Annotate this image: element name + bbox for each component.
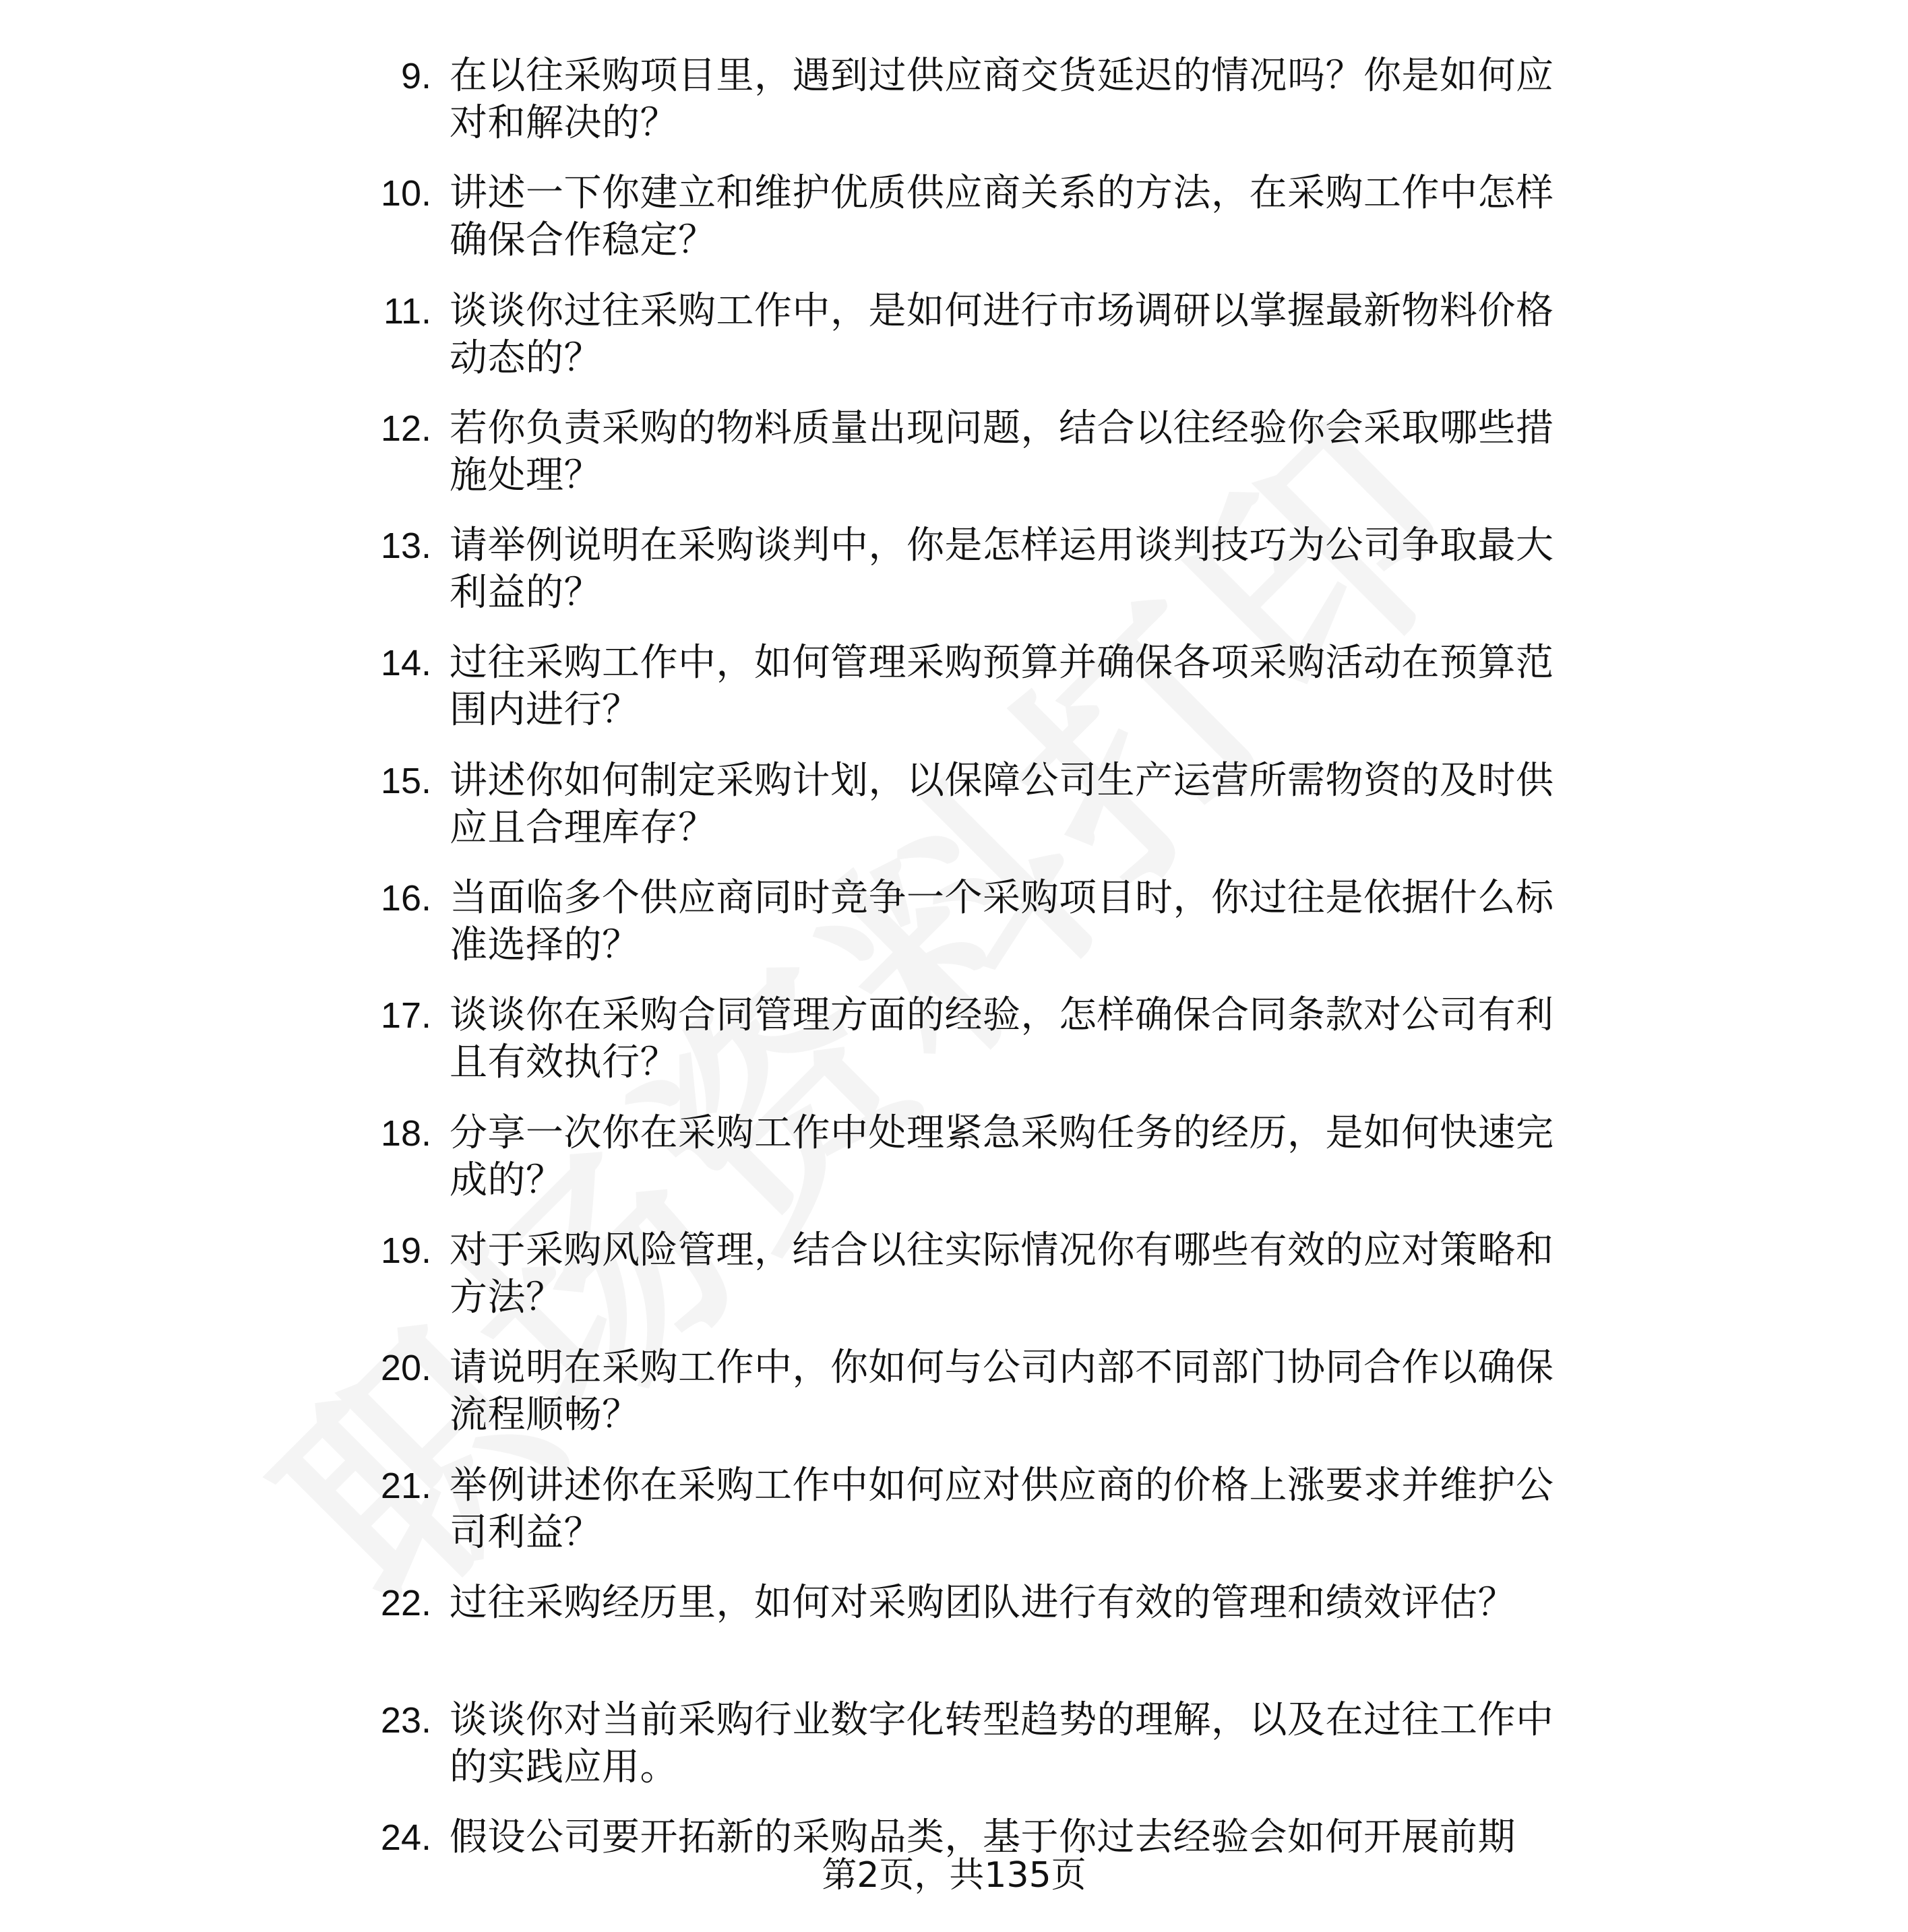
question-item-12 xyxy=(364,405,1577,499)
question-list xyxy=(364,53,1577,1932)
question-number: 17. xyxy=(380,995,431,1036)
question-number: 19. xyxy=(380,1230,431,1271)
question-text: 分享一次你在采购工作中处理紧急采购任务的经历，是如何快速完成的？ xyxy=(450,1111,1554,1202)
question-number: 9. xyxy=(400,56,431,96)
question-text: 讲述你如何制定采购计划，以保障公司生产运营所需物资的及时供应且合理库存？ xyxy=(450,758,1554,850)
question-number: 14. xyxy=(380,643,431,684)
question-item-17 xyxy=(364,992,1577,1086)
question-number: 13. xyxy=(380,526,431,567)
question-item-23 xyxy=(364,1697,1577,1791)
question-text: 请说明在采购工作中，你如何与公司内部不同部门协同合作以确保流程顺畅？ xyxy=(450,1346,1554,1437)
page-number-footer: 第2页，共135页 xyxy=(822,1855,1086,1896)
question-item-16 xyxy=(364,875,1577,969)
question-text: 当面临多个供应商同时竞争一个采购项目时，你过往是依据什么标准选择的？ xyxy=(450,876,1554,968)
question-number: 12. xyxy=(380,408,431,449)
question-text: 过往采购经历里，如何对采购团队进行有效的管理和绩效评估？ xyxy=(450,1580,1516,1625)
question-text: 在以往采购项目里，遇到过供应商交货延迟的情况吗？你是如何应对和解决的？ xyxy=(450,54,1554,145)
question-text: 谈谈你过往采购工作中，是如何进行市场调研以掌握最新物料价格动态的？ xyxy=(450,288,1554,380)
question-number: 24. xyxy=(380,1817,431,1859)
question-text: 讲述一下你建立和维护优质供应商关系的方法，在采购工作中怎样确保合作稳定？ xyxy=(450,171,1554,263)
question-number: 20. xyxy=(380,1348,431,1389)
question-item-20 xyxy=(364,1344,1577,1439)
question-item-11 xyxy=(364,288,1577,382)
question-item-19 xyxy=(364,1227,1577,1321)
question-number: 23. xyxy=(380,1700,431,1741)
question-item-13 xyxy=(364,522,1577,617)
question-text: 若你负责采购的物料质量出现问题，结合以往经验你会采取哪些措施处理？ xyxy=(450,406,1554,497)
question-text: 谈谈你在采购合同管理方面的经验，怎样确保合同条款对公司有利且有效执行？ xyxy=(450,993,1554,1085)
question-number: 16. xyxy=(380,878,431,919)
question-number: 21. xyxy=(380,1465,431,1506)
question-number: 18. xyxy=(380,1113,431,1154)
question-item-18 xyxy=(364,1110,1577,1204)
question-item-9 xyxy=(364,53,1577,147)
question-text: 假设公司要开拓新的采购品类，基于你过去经验会如何开展前期 xyxy=(450,1815,1516,1860)
question-text: 举例讲述你在采购工作中如何应对供应商的价格上涨要求并维护公司利益？ xyxy=(450,1463,1554,1555)
question-item-10 xyxy=(364,170,1577,264)
question-item-22 xyxy=(364,1580,1577,1627)
question-item-21 xyxy=(364,1462,1577,1557)
question-item-15 xyxy=(364,757,1577,852)
question-item-14 xyxy=(364,640,1577,734)
question-number: 11. xyxy=(383,290,431,332)
question-text: 对于采购风险管理，结合以往实际情况你有哪些有效的应对策略和方法？ xyxy=(450,1228,1554,1319)
question-number: 10. xyxy=(380,173,431,214)
question-text: 谈谈你对当前采购行业数字化转型趋势的理解，以及在过往工作中的实践应用。 xyxy=(450,1698,1554,1790)
question-number: 15. xyxy=(380,760,431,801)
question-text: 请举例说明在采购谈判中，你是怎样运用谈判技巧为公司争取最大利益的？ xyxy=(450,524,1554,615)
question-number: 22. xyxy=(380,1582,431,1623)
question-text: 过往采购工作中，如何管理采购预算并确保各项采购活动在预算范围内进行？ xyxy=(450,641,1554,733)
